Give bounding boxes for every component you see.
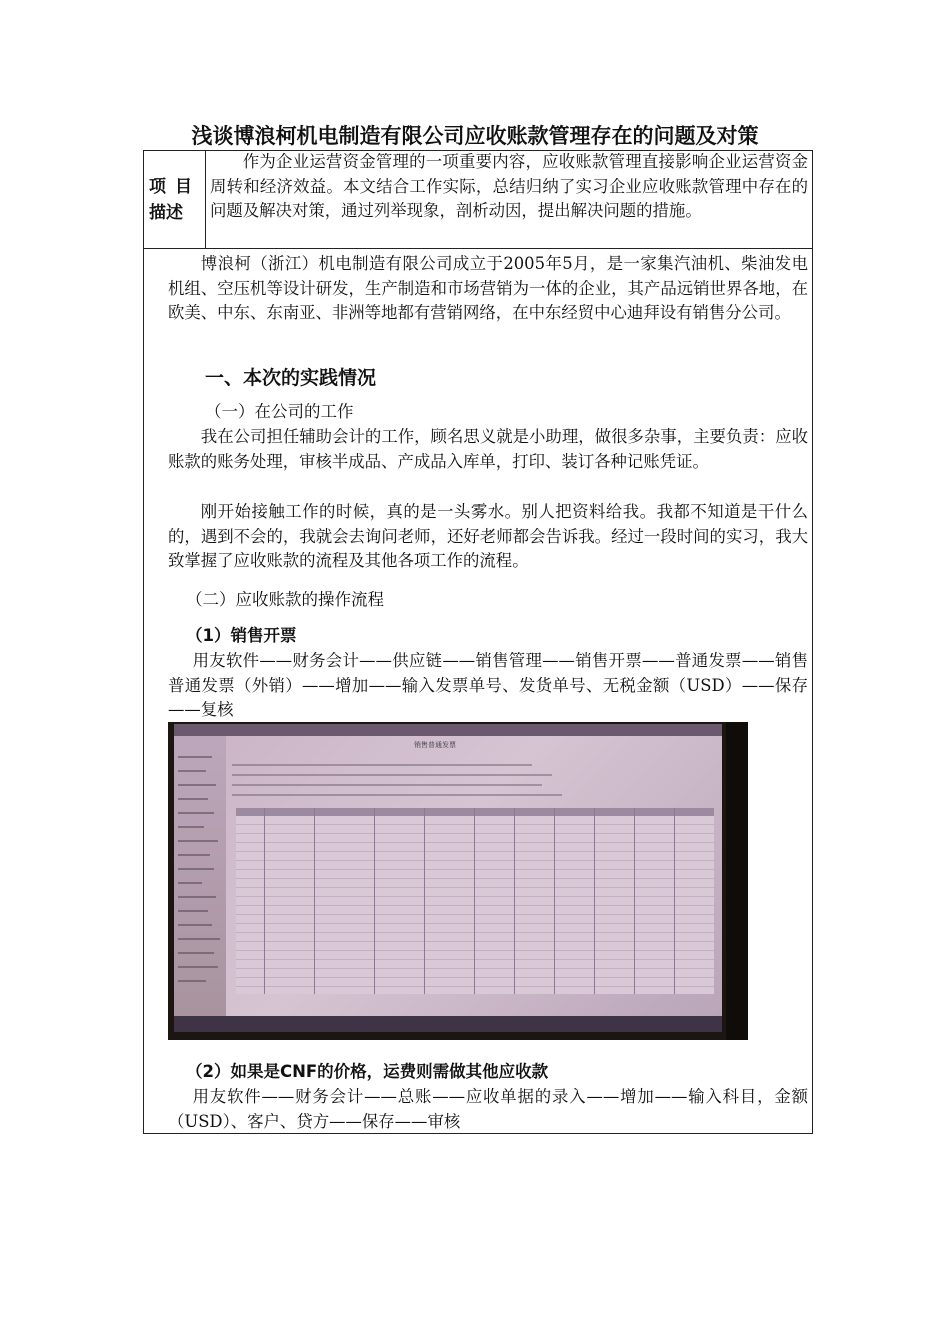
work-paragraph-2: 刚开始接触工作的时候，真的是一头雾水。别人把资料给我。我都不知道是干什么的，遇到不会的，我就会去询问老师，还好老师都会告诉我。经过一段时间的实习，我大致掌握了应收账款的流程及其他各项工作的流程。 xyxy=(168,502,808,571)
navigation-tree xyxy=(174,736,226,1016)
section-heading-1: 一、本次的实践情况 xyxy=(205,367,377,389)
step-heading-1: （1）销售开票 xyxy=(186,626,297,645)
subsection-heading-2: （二）应收账款的操作流程 xyxy=(186,590,384,609)
window-titlebar xyxy=(174,724,722,736)
screenshot-photo xyxy=(168,722,748,1040)
step-paragraph-2: 用友软件——财务会计——总账——应收单据的录入——增加——输入科目，金额（USD）、客户、贷方——保存——审核 xyxy=(168,1087,808,1131)
work-paragraph-1: 我在公司担任辅助会计的工作，顾名思义就是小助理，做很多杂事，主要负责：应收账款的账务处理，审核半成品、产成品入库单，打印、装订各种记账凭证。 xyxy=(168,427,808,471)
invoice-form-title: 销售普通发票 xyxy=(414,741,456,749)
project-label-line1: 项目 xyxy=(149,177,201,197)
project-label-line2: 描述 xyxy=(149,203,183,223)
taskbar xyxy=(174,1016,722,1032)
document-title: 浅谈博浪柯机电制造有限公司应收账款管理存在的问题及对策 xyxy=(191,124,759,148)
step-paragraph-1: 用友软件——财务会计——供应链——销售管理——销售开票——普通发票——销售普通发票（外销）——增加——输入发票单号、发货单号、无税金额（USD）——保存——复核 xyxy=(168,651,808,720)
table-column-divider xyxy=(205,150,206,248)
project-description: 作为企业运营资金管理的一项重要内容，应收账款管理直接影响企业运营资金周转和经济效益。本文结合工作实际，总结归纳了实习企业应收账款管理中存在的问题及解决对策，通过列举现象，剖析动因，提出解决问题的措施。 xyxy=(210,152,808,221)
invoice-grid xyxy=(236,816,714,994)
intro-paragraph: 博浪柯（浙江）机电制造有限公司成立于2005年5月，是一家集汽油机、柴油发电机组、空压机等设计研发，生产制造和市场营销为一体的企业，其产品远销世界各地，在欧美、中东、东南亚、非洲等地都有营销网络，在中东经贸中心迪拜设有销售分公司。 xyxy=(168,254,808,323)
step-heading-2: （2）如果是CNF的价格，运费则需做其他应收款 xyxy=(186,1062,549,1081)
project-label xyxy=(149,174,201,226)
table-row-divider xyxy=(143,248,813,249)
subsection-heading-1: （一）在公司的工作 xyxy=(205,402,354,421)
software-window xyxy=(174,724,722,1032)
